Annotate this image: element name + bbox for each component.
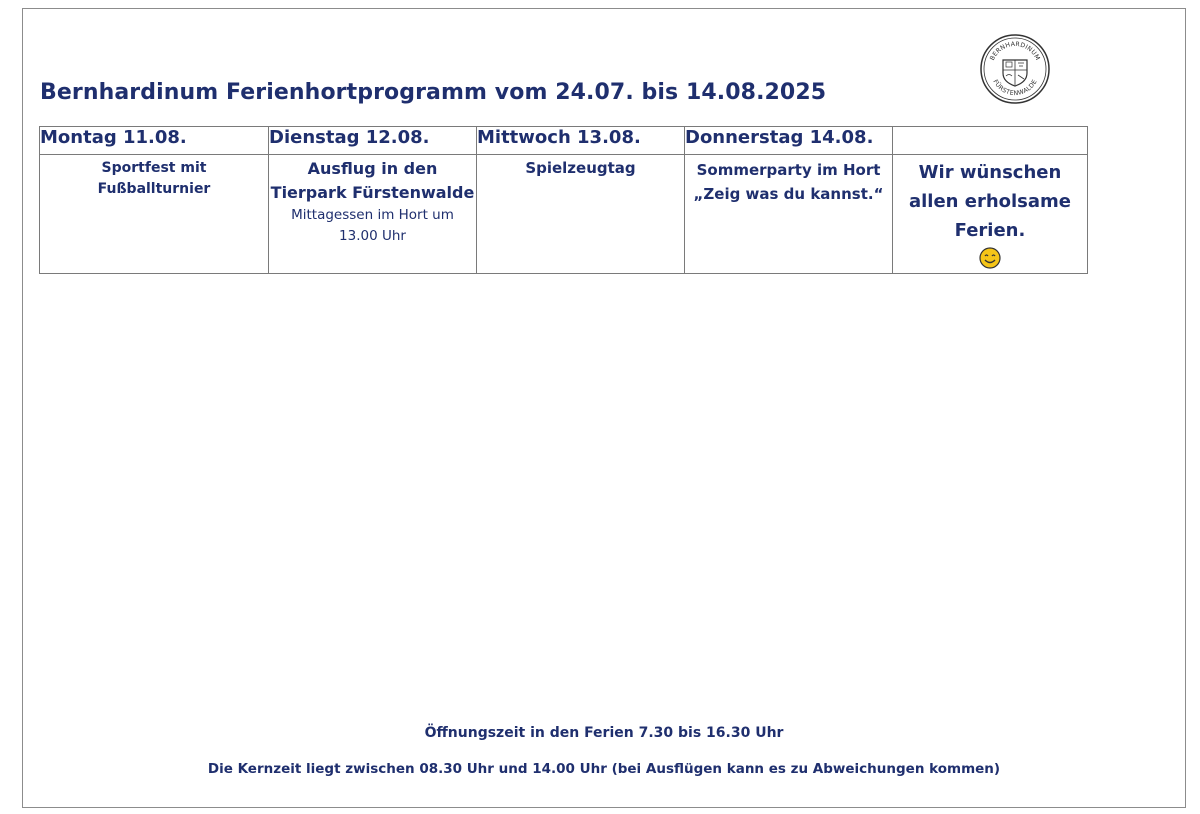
- table-row: [40, 155, 1088, 274]
- friday-line3: Ferien.: [954, 220, 1026, 241]
- header-thursday: Donnerstag 14.08.: [685, 127, 893, 155]
- friday-line1: Wir wünschen: [918, 162, 1062, 183]
- tuesday-line2: Tierpark Fürstenwalde: [270, 183, 475, 202]
- friday-line2: allen erholsame: [908, 191, 1072, 212]
- table-header-row: [40, 127, 1088, 155]
- header-empty: [893, 127, 1088, 155]
- monday-line2: Fußballturnier: [97, 181, 211, 197]
- header-tuesday: Dienstag 12.08.: [269, 127, 477, 155]
- header-wednesday: Mittwoch 13.08.: [477, 127, 685, 155]
- thursday-line2: „Zeig was du kannst.“: [693, 185, 884, 203]
- cell-tuesday: [269, 155, 477, 274]
- thursday-line1: Sommerparty im Hort: [696, 161, 881, 179]
- core-time-text: Die Kernzeit liegt zwischen 08.30 Uhr und 14.00 Uhr (bei Ausflügen kann es zu Abweichungen kommen): [207, 761, 1001, 777]
- cell-monday: [40, 155, 269, 274]
- opening-hours-text: Öffnungszeit in den Ferien 7.30 bis 16.30 Uhr: [424, 725, 784, 741]
- cell-wednesday: [477, 155, 685, 274]
- monday-line1: Sportfest mit: [101, 160, 207, 176]
- svg-text:BERNHARDINUM: BERNHARDINUM: [988, 40, 1042, 62]
- wednesday-line1: Spielzeugtag: [525, 159, 636, 177]
- cell-thursday: [685, 155, 893, 274]
- smiley-icon: [979, 247, 1001, 269]
- header-monday: Montag 11.08.: [40, 127, 269, 155]
- cell-friday: [893, 155, 1088, 274]
- svg-text:FÜRSTENWALDE: FÜRSTENWALDE: [991, 78, 1039, 98]
- tuesday-note1: Mittagessen im Hort um: [291, 207, 454, 223]
- school-seal-icon: [979, 33, 1051, 105]
- tuesday-note2: 13.00 Uhr: [339, 228, 406, 244]
- tuesday-line1: Ausflug in den: [307, 159, 438, 178]
- schedule-table: [39, 126, 1088, 274]
- page-title: Bernhardinum Ferienhortprogramm vom 24.07. bis 14.08.2025: [40, 80, 827, 105]
